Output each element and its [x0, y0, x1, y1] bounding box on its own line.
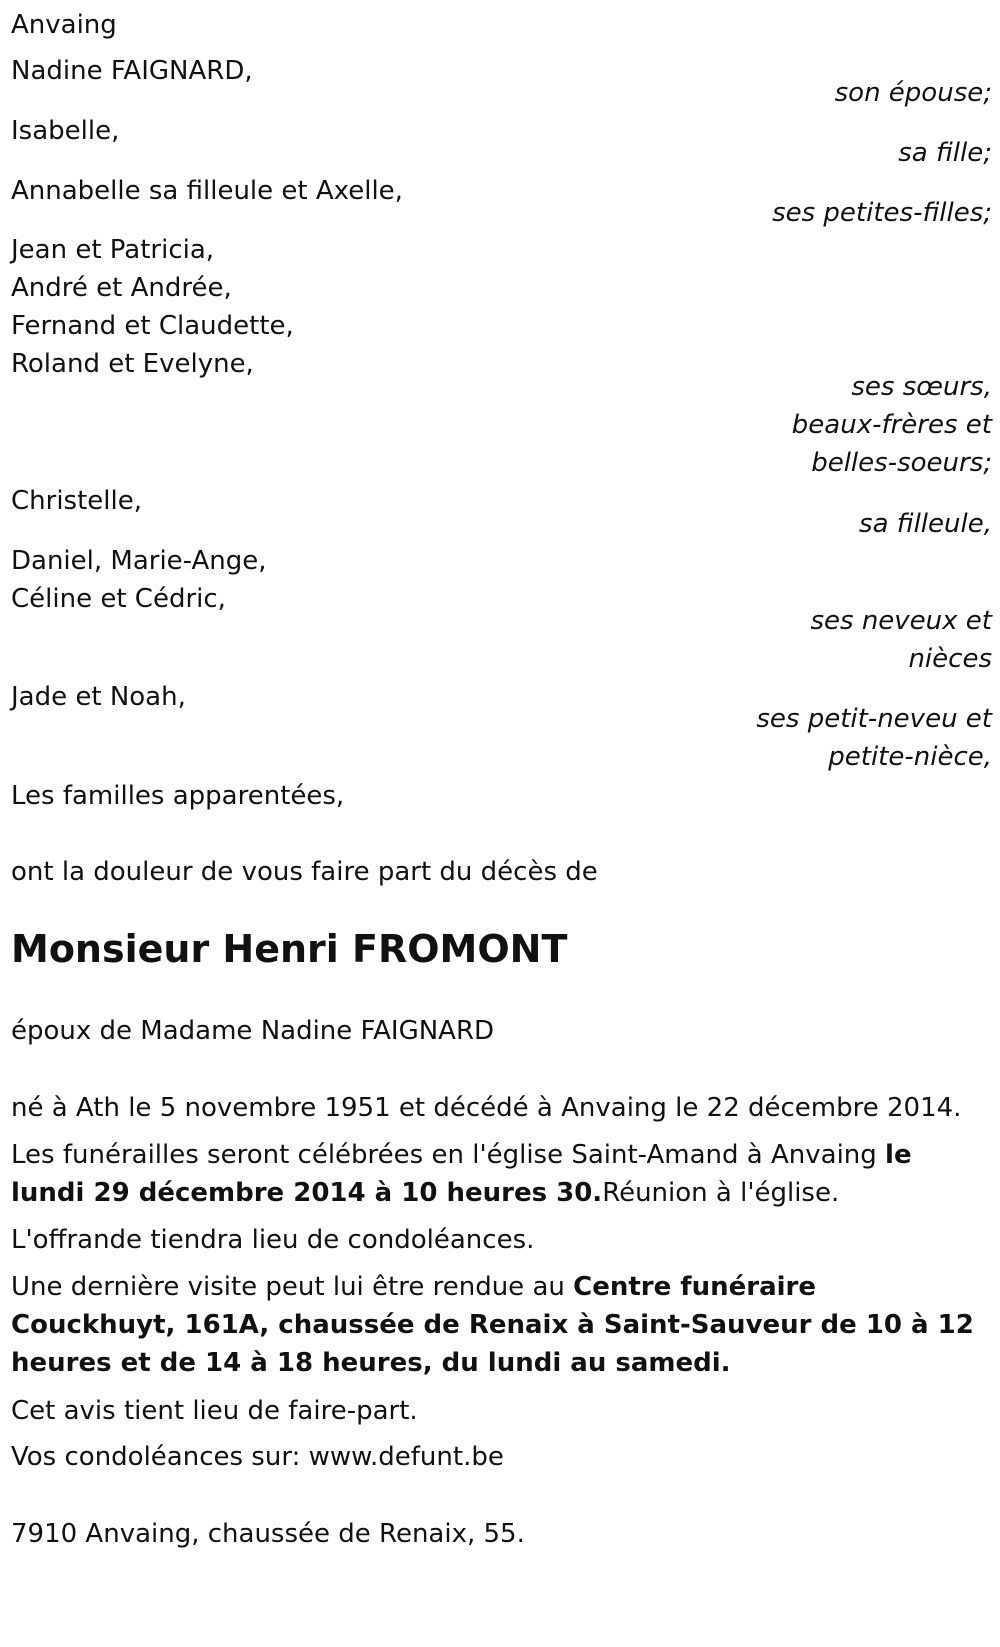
family-name-granddaughters: Annabelle sa filleule et Axelle,	[11, 176, 403, 206]
family-name-sibling-4: Roland et Evelyne,	[11, 349, 254, 379]
family-role-grandnephews: ses petit-neveu et petite-nièce,	[756, 704, 992, 772]
family-role-granddaughters: ses petites-filles;	[772, 198, 992, 228]
announcement-text: ont la douleur de vous faire part du décès de	[11, 857, 598, 887]
spouse-line: époux de Madame Nadine FAIGNARD	[11, 1016, 495, 1046]
family-name-goddaughter: Christelle,	[11, 486, 142, 516]
funeral-intro: Les funérailles seront célébrées en l'église Saint-Amand à Anvaing	[11, 1140, 886, 1170]
family-role-nephews: ses neveux et nièces	[810, 606, 992, 674]
related-families: Les familles apparentées,	[11, 781, 345, 811]
family-name-grandnephews: Jade et Noah,	[11, 682, 186, 712]
family-name-nephews-1: Daniel, Marie-Ange,	[11, 546, 267, 576]
funeral-date: le lundi 29 décembre 2014 à 10 heures 30.	[11, 1140, 912, 1208]
funeral-paragraph	[11, 1136, 980, 1212]
offering-line: L'offrande tiendra lieu de condoléances.	[11, 1225, 535, 1255]
address-line: 7910 Anvaing, chaussée de Renaix, 55.	[11, 1519, 525, 1549]
funeral-gathering: Réunion à l'église.	[602, 1178, 840, 1208]
visit-intro: Une dernière visite peut lui être rendue au	[11, 1272, 574, 1302]
visit-details: Centre funéraire Couckhuyt, 161A, chaussée de Renaix à Saint-Sauveur de 10 à 12 heures et de 14 à 18 heures, du lundi au samedi.	[11, 1272, 974, 1378]
family-name-nephews-2: Céline et Cédric,	[11, 584, 226, 614]
family-name-sibling-1: Jean et Patricia,	[11, 235, 215, 265]
family-role-spouse: son épouse;	[834, 78, 992, 108]
family-name-daughter: Isabelle,	[11, 116, 120, 146]
notice-line: Cet avis tient lieu de faire-part.	[11, 1396, 418, 1426]
town-heading: Anvaing	[11, 10, 117, 40]
family-role-daughter: sa fille;	[898, 138, 992, 168]
visit-paragraph	[11, 1268, 980, 1382]
family-name-spouse: Nadine FAIGNARD,	[11, 56, 253, 86]
family-role-siblings: ses sœurs, beaux-frères et belles-soeurs;	[791, 372, 992, 478]
condolences-line: Vos condoléances sur: www.defunt.be	[11, 1442, 504, 1472]
birth-death-line: né à Ath le 5 novembre 1951 et décédé à Anvaing le 22 décembre 2014.	[11, 1093, 962, 1123]
family-name-sibling-2: André et Andrée,	[11, 273, 232, 303]
family-role-goddaughter: sa filleule,	[859, 509, 992, 539]
deceased-name: Monsieur Henri FROMONT	[11, 927, 568, 971]
family-name-sibling-3: Fernand et Claudette,	[11, 311, 294, 341]
